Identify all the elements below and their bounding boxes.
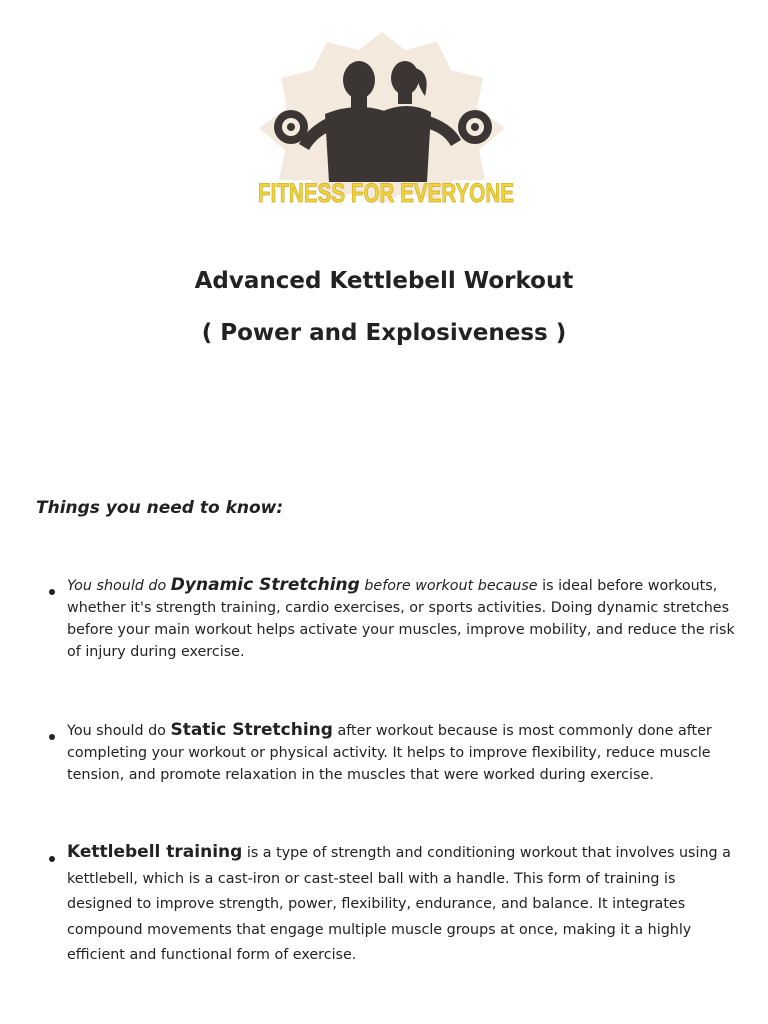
page-subtitle: ( Power and Explosiveness ) — [201, 320, 567, 346]
static-stretching-term: Static Stretching — [170, 720, 333, 740]
bullet-lead-text: You should do — [67, 578, 171, 594]
logo-graphic — [255, 32, 517, 210]
bullet-body-text: after workout because is most commonly done after completing your workout or physical activity. It helps to improve flexibility, reduce muscle tension, and promote relaxation in the muscles that were worked during exercise. — [67, 723, 712, 783]
dynamic-stretching-term: Dynamic Stretching — [170, 575, 360, 595]
section-heading: Things you need to know: — [36, 498, 284, 518]
dumbbell-left-icon — [274, 110, 308, 144]
logo-brand-text: FITNESS FOR EVERYONE — [258, 178, 514, 208]
list-item-kettlebell-training — [47, 840, 737, 969]
list-item-dynamic-stretching — [47, 574, 737, 663]
bullet-body-text: is a type of strength and conditioning workout that involves using a kettlebell, which is a cast-iron or cast-steel ball with a handle. This form of training is designed to improve strength, power, flexibility, endurance, and balance. It integrates compound movements that engage multiple muscle groups at once, making it a highly efficient and functional form of exercise. — [67, 845, 731, 963]
bullet-body-text: is ideal before workouts, whether it's strength training, cardio exercises, or sports activities. Doing dynamic stretches before your main workout helps activate your muscles, improve mobility, and reduce the risk of injury during exercise. — [67, 578, 735, 660]
bullet-mid-text: before workout because — [359, 578, 538, 594]
kettlebell-training-term: Kettlebell training — [67, 842, 243, 862]
info-list — [47, 574, 737, 969]
list-item-static-stretching — [47, 719, 737, 786]
bullet-lead-text: You should do — [67, 723, 171, 739]
page-title: Advanced Kettlebell Workout — [194, 268, 574, 294]
dumbbell-right-icon — [458, 110, 492, 144]
fitness-for-everyone-logo — [255, 32, 517, 210]
